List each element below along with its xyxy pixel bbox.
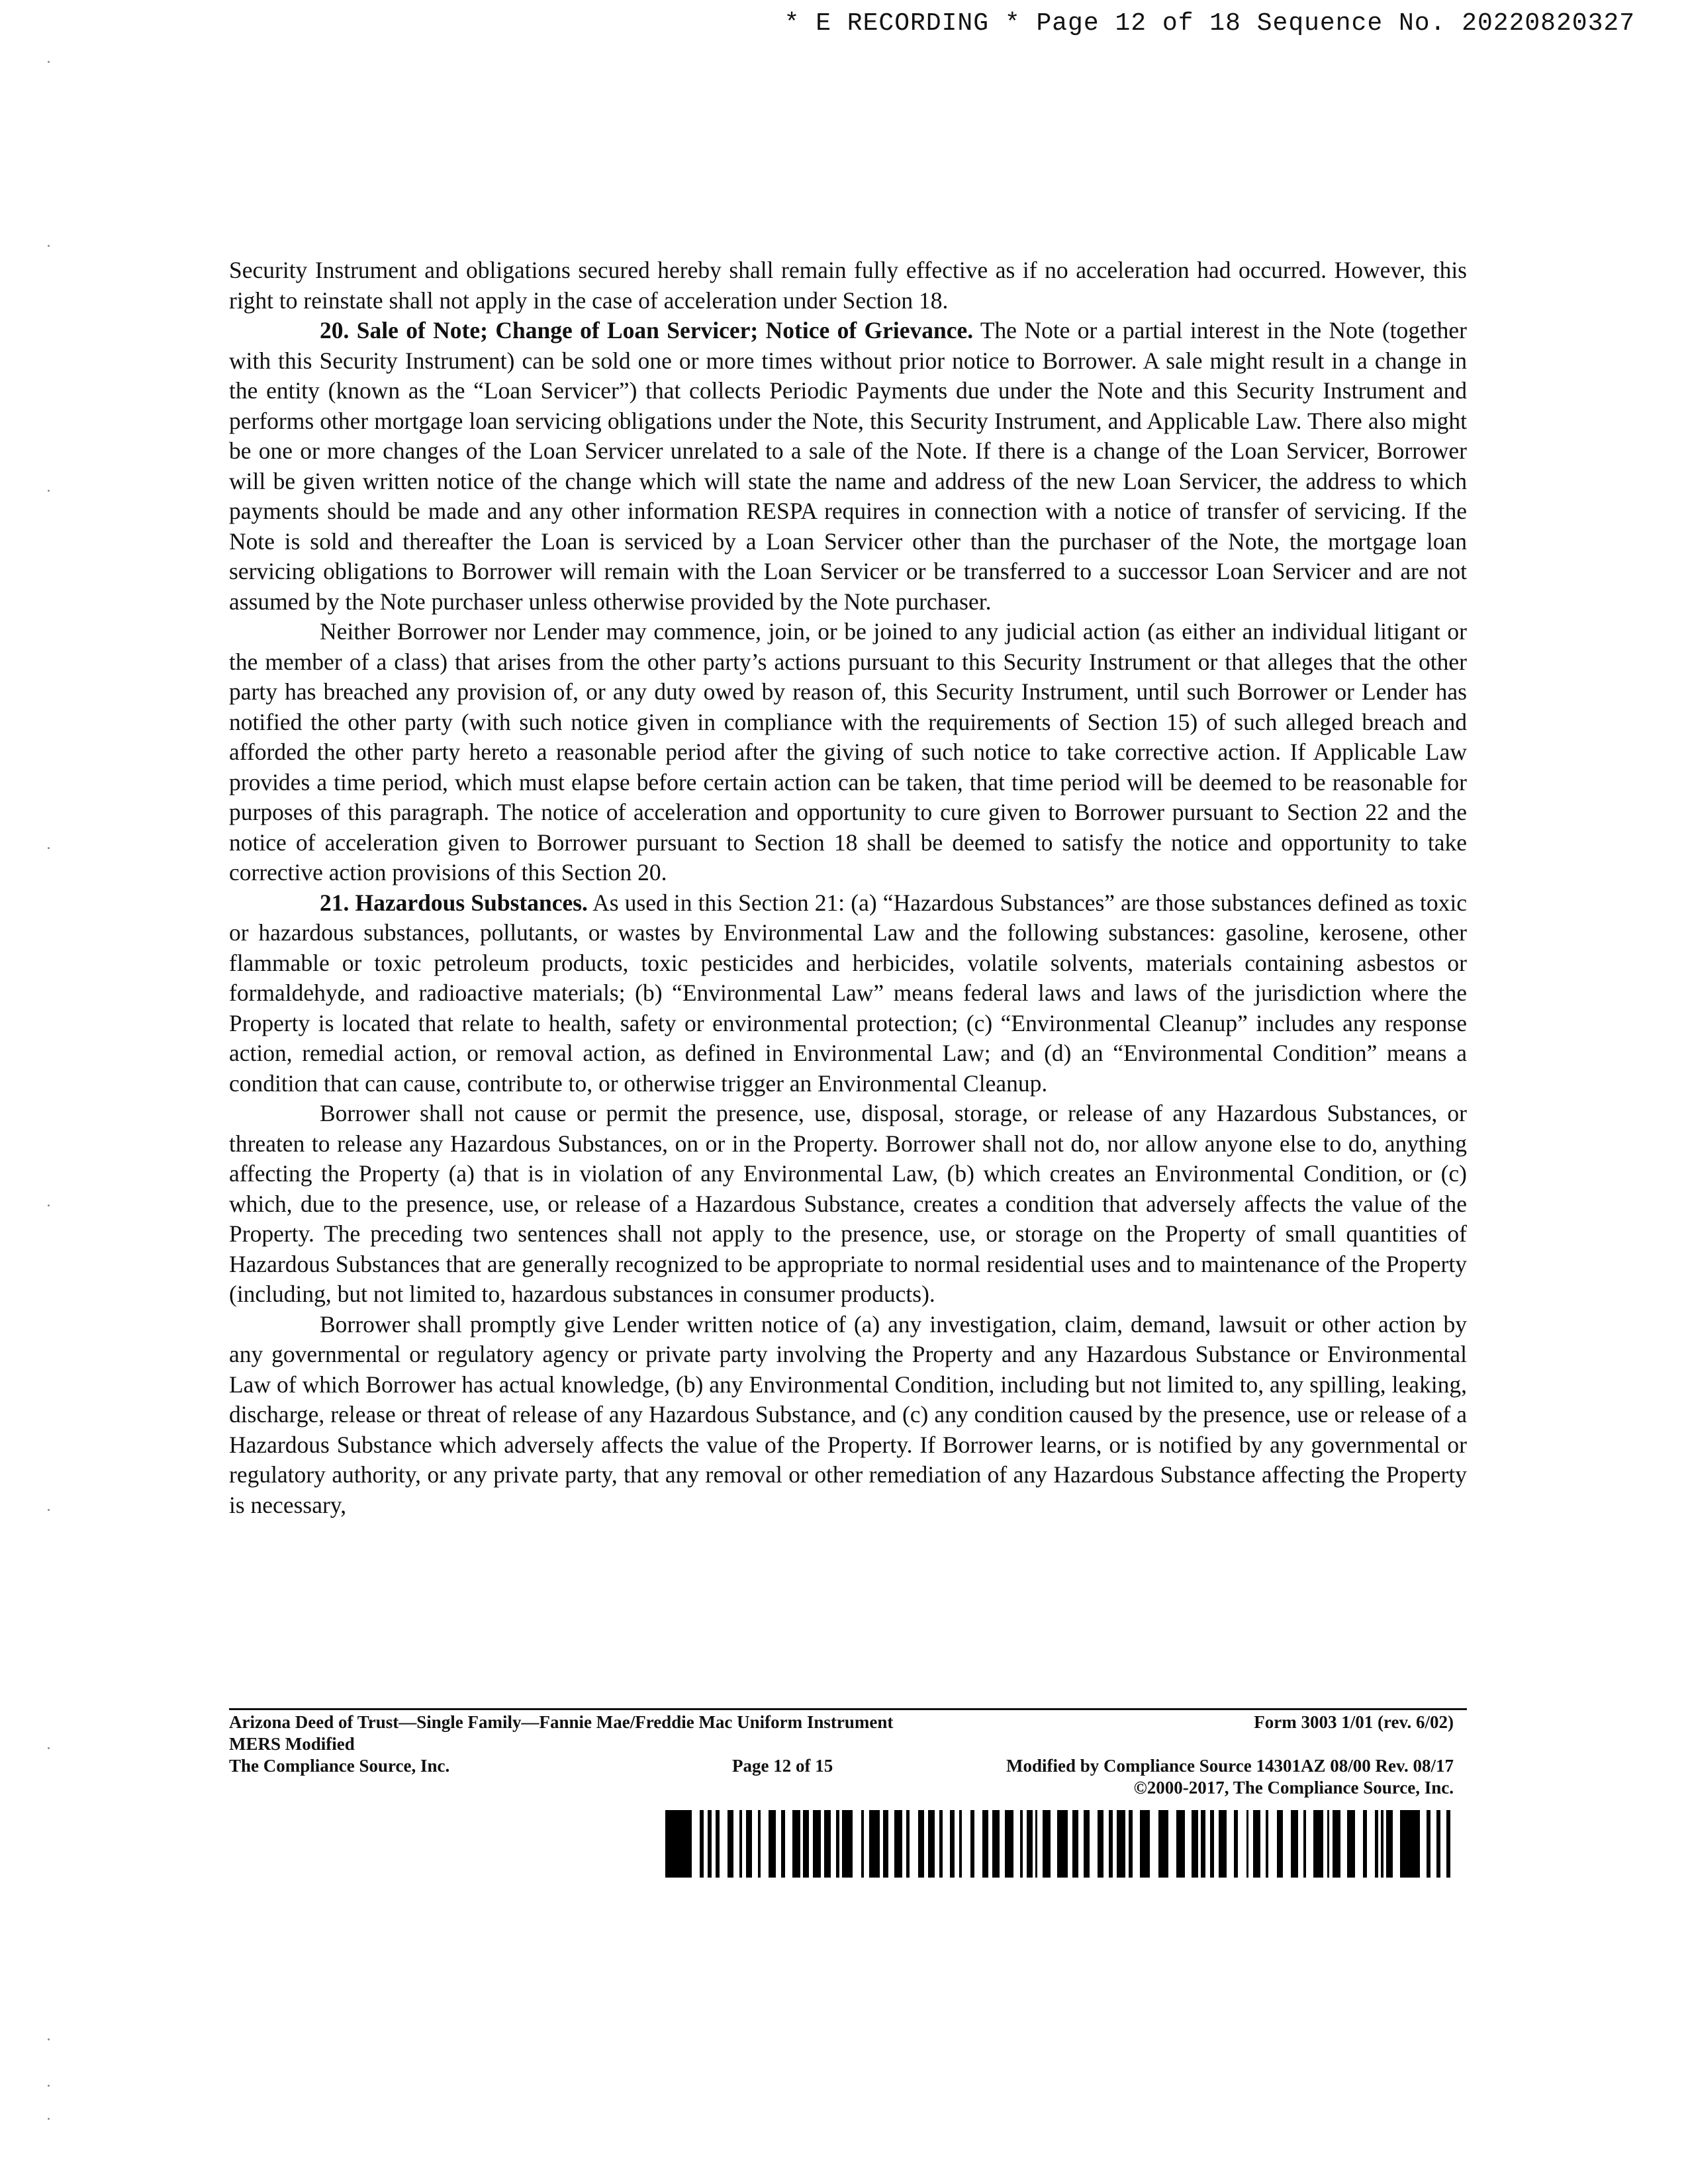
barcode-bar (1035, 1810, 1037, 1878)
barcode-bar (1210, 1810, 1214, 1878)
barcode-bar (727, 1810, 733, 1878)
barcode-bar (982, 1810, 988, 1878)
footer-mers: MERS Modified (229, 1734, 355, 1754)
footer-form-number: Form 3003 1/01 (rev. 6/02) (1254, 1712, 1454, 1732)
barcode-bar (883, 1810, 888, 1878)
margin-dot (48, 847, 50, 849)
barcode-bar (1027, 1810, 1033, 1878)
barcode-bar (950, 1810, 955, 1878)
barcode-bar (1109, 1810, 1113, 1878)
paragraph-hazardous-presence: Borrower shall not cause or permit the presence, use, disposal, storage, or release of any Hazardous Substances, or threaten to release any Hazardous Substances, on or in the Property. Borrower shall not do, nor allow anyone else to do, anything affecting the Property (a) that is in violation of any Environmental Law, (b) which creates an Environmental Condition, or (c) which, due to the presence, use, or release of a Hazardous Substance, creates a condition that adversely affects the value of the Property. The preceding two sentences shall not apply to the presence, use, or storage on the Property of small quantities of Hazardous Substances that are generally recognized to be appropriate to normal residential uses and to maintenance of the Property (including, but not limited to, hazardous substances in consumer products). (229, 1100, 1467, 1307)
footer-form-title: Arizona Deed of Trust—Single Family—Fannie Mae/Freddie Mac Uniform Instrument (229, 1712, 894, 1732)
barcode-bar (1313, 1810, 1323, 1878)
margin-dot (48, 1747, 50, 1749)
footer-copyright: ©2000-2017, The Compliance Source, Inc. (1133, 1778, 1454, 1797)
barcode-bar (1201, 1810, 1205, 1878)
section-20 (229, 316, 1467, 617)
barcode-bar (1246, 1810, 1248, 1878)
barcode-bar (1400, 1810, 1420, 1878)
barcode-bar (906, 1810, 910, 1878)
barcode-bar (1303, 1810, 1306, 1878)
margin-dot (48, 1205, 50, 1206)
section-21-text: As used in this Section 21: (a) “Hazardous Substances” are those substances defined as toxic or hazardous substances, pollutants, or wastes by Environmental Law and the following substances: gasoline, kerosene, other flammable or toxic petroleum products, toxic pesticides and herbicides, volatile solvents, materials containing asbestos or formaldehyde, and radioactive materials; (b) “Environmental Law” means federal laws and laws of the jurisdiction where the Property is located that relate to health, safety or environmental protection; (c) “Environmental Cleanup” includes any response action, remedial action, or removal action, as defined in Environmental Law; and (d) an “Environmental Condition” means a condition that can cause, contribute to, or otherwise trigger an Environmental Cleanup. (229, 889, 1467, 1097)
margin-dot (48, 2118, 50, 2120)
barcode-bar (1381, 1810, 1383, 1878)
barcode-bar (1363, 1810, 1367, 1878)
barcode-bar (739, 1810, 742, 1878)
barcode-bar (970, 1810, 974, 1878)
footer-page-number: Page 12 of 15 (732, 1756, 833, 1776)
barcode-bar (1057, 1810, 1068, 1878)
barcode-bar (1129, 1810, 1133, 1878)
paragraph-hazardous-notice: Borrower shall promptly give Lender written notice of (a) any investigation, claim, demand, lawsuit or other action by any governmental or regulatory agency or private party involving the Property and any Hazardous Substance or Environmental Law of which Borrower has actual knowledge, (b) any Environmental Condition, including but not limited to, any spilling, leaking, discharge, release or threat of release of any Hazardous Substance, and (c) any condition caused by the presence, use or release of a Hazardous Substance which adversely affects the value of the Property. If Borrower learns, or is notified by any governmental or regulatory authority, or any private party, that any removal or other remediation of any Hazardous Substance affecting the Property is necessary, (229, 1310, 1467, 1518)
barcode-bar (758, 1810, 761, 1878)
barcode-bar (842, 1810, 853, 1878)
barcode-bar (836, 1810, 839, 1878)
barcode-bar (746, 1810, 752, 1878)
section-21-heading: 21. Hazardous Substances. (320, 889, 588, 916)
margin-dot (48, 2038, 50, 2040)
barcode-bar (1192, 1810, 1198, 1878)
barcode-bar (1277, 1810, 1283, 1878)
barcode-bar (792, 1810, 800, 1878)
barcode-bar (708, 1810, 712, 1878)
barcode-bar (861, 1810, 864, 1878)
barcode-bar (1333, 1810, 1340, 1878)
margin-dot (48, 490, 50, 492)
barcode-bar (992, 1810, 1000, 1878)
barcode-bar (1386, 1810, 1393, 1878)
barcode-bar (824, 1810, 831, 1878)
section-20-text: The Note or a partial interest in the Note (together with this Security Instrument) can be sold one or more times without prior notice to Borrower. A sale might result in a change in the entity (known as the “Loan Servicer”) that collects Periodic Payments due under the Note and this Security Instrument and performs other mortgage loan servicing obligations under the Note, this Security Instrument, and Applicable Law. There also might be one or more changes of the Loan Servicer unrelated to a sale of the Note. If there is a change of the Loan Servicer, Borrower will be given written notice of the change which will state the name and address of the new Loan Servicer, the address to which payments should be made and any other information RESPA requires in connection with a notice of transfer of servicing. If the Note is sold and thereafter the Loan is serviced by a Loan Servicer other than the purchaser of the Note, the mortgage loan servicing obligations to Borrower will remain with the Loan Servicer or be transferred to a successor Loan Servicer and are not assumed by the Note purchaser unless otherwise provided by the Note purchaser. (229, 317, 1467, 615)
barcode-bar (894, 1810, 902, 1878)
barcode-bar (1291, 1810, 1298, 1878)
barcode-bar (1020, 1810, 1023, 1878)
barcode-bar (918, 1810, 924, 1878)
barcode-bar (1375, 1810, 1378, 1878)
paragraph-judicial-action: Neither Borrower nor Lender may commence, join, or be joined to any judicial action (as either an individual litigant or the member of a class) that arises from the other party’s actions pursuant to this Security Instrument or that alleges that the other party has breached any provision of, or any duty owed by reason of, this Security Instrument, until such Borrower or Lender has notified the other party (with such notice given in compliance with the requirements of Section 15) of such alleged breach and afforded the other party hereto a reasonable period after the giving of such notice to take corrective action. If Applicable Law provides a time period, which must elapse before certain action can be taken, that time period will be deemed to be reasonable for purposes of this paragraph. The notice of acceleration and opportunity to cure given to Borrower pursuant to Section 22 and the notice of acceleration given to Borrower pursuant to Section 18 shall be deemed to satisfy the notice and opportunity to take corrective action provisions of this Section 20. (229, 618, 1467, 886)
barcode-bar (665, 1810, 692, 1878)
barcode-bar (1219, 1810, 1227, 1878)
barcode-bar (700, 1810, 704, 1878)
barcode-bar (1253, 1810, 1260, 1878)
barcode-bar (1327, 1810, 1329, 1878)
barcode-bar (1427, 1810, 1430, 1878)
footer-modified: Modified by Compliance Source 14301AZ 08/00 Rev. 08/17 (1006, 1756, 1454, 1776)
barcode-bar (1043, 1810, 1051, 1878)
barcode-bar (1436, 1810, 1440, 1878)
barcode-bar (1072, 1810, 1078, 1878)
barcode-bar (1234, 1810, 1238, 1878)
barcode-bar (781, 1810, 785, 1878)
margin-dot (48, 1509, 50, 1511)
paragraph-reinstate-end: Security Instrument and obligations secured hereby shall remain fully effective as if no acceleration had occurred. However, this right to reinstate shall not apply in the case of acceleration under Section 18. (229, 257, 1467, 314)
footer-publisher: The Compliance Source, Inc. (229, 1756, 450, 1776)
section-21 (229, 888, 1467, 1099)
barcode-bar (1117, 1810, 1125, 1878)
section-20-heading: 20. Sale of Note; Change of Loan Servicer; Notice of Grievance. (320, 317, 974, 343)
margin-dot (48, 245, 50, 247)
barcode-bar (803, 1810, 809, 1878)
barcode-bar (1347, 1810, 1355, 1878)
barcode-bar (1084, 1810, 1090, 1878)
barcode-bar (1158, 1810, 1168, 1878)
barcode-bar (1446, 1810, 1450, 1878)
barcode-bar (1140, 1810, 1150, 1878)
barcode-bar (1266, 1810, 1268, 1878)
barcode-bar (939, 1810, 943, 1878)
barcode-bar (716, 1810, 720, 1878)
barcode-bar (769, 1810, 776, 1878)
margin-dot (48, 61, 50, 63)
barcode-bar (1176, 1810, 1185, 1878)
document-body (229, 255, 1467, 1520)
footer-divider (229, 1708, 1467, 1710)
barcode-bar (869, 1810, 880, 1878)
barcode-bar (928, 1810, 935, 1878)
margin-dot (48, 2085, 50, 2087)
barcode-bar (1005, 1810, 1013, 1878)
barcode-bar (813, 1810, 821, 1878)
recording-stamp: * E RECORDING * Page 12 of 18 Sequence No. 20220820327 (784, 9, 1635, 38)
barcode-icon (665, 1810, 1453, 1878)
barcode-bar (1098, 1810, 1103, 1878)
barcode-bar (959, 1810, 962, 1878)
